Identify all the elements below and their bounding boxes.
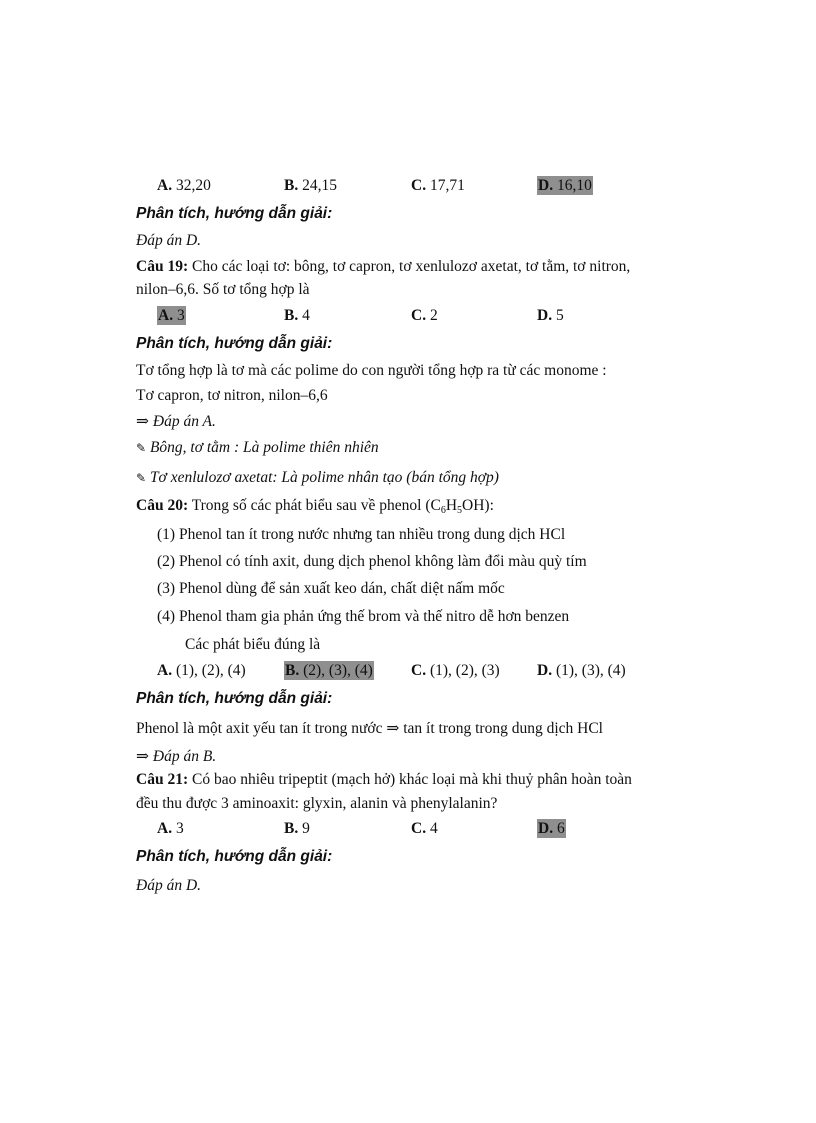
q19-option-c: C. 2 [411,307,438,324]
q20-statement-2: (2) Phenol có tính axit, dung dịch phenol không làm đổi màu quỳ tím [157,553,587,570]
q19-option-b: B. 4 [284,307,310,324]
q21-solution-heading: Phân tích, hướng dẫn giải: [136,848,333,865]
q19-question-line1: Câu 19: Cho các loại tơ: bông, tơ capron, tơ xenlulozơ axetat, tơ tằm, tơ nitron, [136,258,631,275]
q21-option-d: D. 6 [538,820,565,837]
q21-option-a: A. 3 [157,820,184,837]
q19-option-d: D. 5 [537,307,564,324]
q19-option-a: A. 3 [158,307,185,324]
pencil-bullet-icon: ✎ [136,471,147,485]
q21-option-c: C. 4 [411,820,438,837]
implies-arrow-icon: ⇒ [386,720,400,737]
q19-question-line2: nilon–6,6. Số tơ tổng hợp là [136,281,310,298]
implies-arrow-icon: ⇒ [136,748,149,765]
q20-statement-1: (1) Phenol tan ít trong nước nhưng tan nhiều trong dung dịch HCl [157,526,566,543]
q18-solution-heading: Phân tích, hướng dẫn giải: [136,205,333,222]
q19-note1: ✎ Bông, tơ tằm : Là polime thiên nhiên [136,439,379,456]
q20-statement-4: (4) Phenol tham gia phản ứng thế brom và thế nitro dễ hơn benzen [157,608,570,625]
q20-option-a: A. (1), (2), (4) [157,662,246,679]
q21-option-b: B. 9 [284,820,310,837]
q18-option-a: A. 32,20 [157,177,211,194]
q20-answer: ⇒ Đáp án B. [136,748,217,765]
q20-question: Câu 20: Trong số các phát biểu sau về phenol $(C_6H_5OH)$: [136,497,494,516]
q19-label: Câu 19: [136,258,189,275]
q20-option-b: B. (2), (3), (4) [285,662,373,679]
q18-option-d: D. 16,10 [538,177,592,194]
q20-option-d: D. (1), (3), (4) [537,662,626,679]
q20-option-c: C. (1), (2), (3) [411,662,500,679]
q18-option-c: C. 17,71 [411,177,465,194]
q21-label: Câu 21: [136,771,189,788]
q20-solution: Phenol là một axit yếu tan ít trong nước ⇒ tan ít trong trong dung dịch HCl [136,720,603,737]
q18-answer: Đáp án D. [136,232,202,249]
q20-prompt: Các phát biểu đúng là [185,636,321,653]
q19-solution-heading: Phân tích, hướng dẫn giải: [136,335,333,352]
q19-answer: ⇒ Đáp án A. [136,413,216,430]
q19-note2: ✎ Tơ xenlulozơ axetat: Là polime nhân tạo (bán tổng hợp) [136,469,499,486]
q20-label: Câu 20: [136,497,189,514]
q19-solution-line2: Tơ capron, tơ nitron, nilon–6,6 [136,387,328,404]
q19-solution-line1: Tơ tổng hợp là tơ mà các polime do con người tổng hợp ra từ các monome : [136,362,607,379]
pencil-bullet-icon: ✎ [136,441,147,455]
q20-statement-3: (3) Phenol dùng để sản xuất keo dán, chất diệt nấm mốc [157,580,505,597]
implies-arrow-icon: ⇒ [136,413,149,430]
q18-option-b: B. 24,15 [284,177,337,194]
q21-question-line1: Câu 21: Có bao nhiêu tripeptit (mạch hở) khác loại mà khi thuỷ phân hoàn toàn [136,771,632,788]
q20-solution-heading: Phân tích, hướng dẫn giải: [136,690,333,707]
q21-question-line2: đều thu được 3 aminoaxit: glyxin, alanin và phenylalanin? [136,795,498,812]
q21-answer: Đáp án D. [136,877,202,894]
